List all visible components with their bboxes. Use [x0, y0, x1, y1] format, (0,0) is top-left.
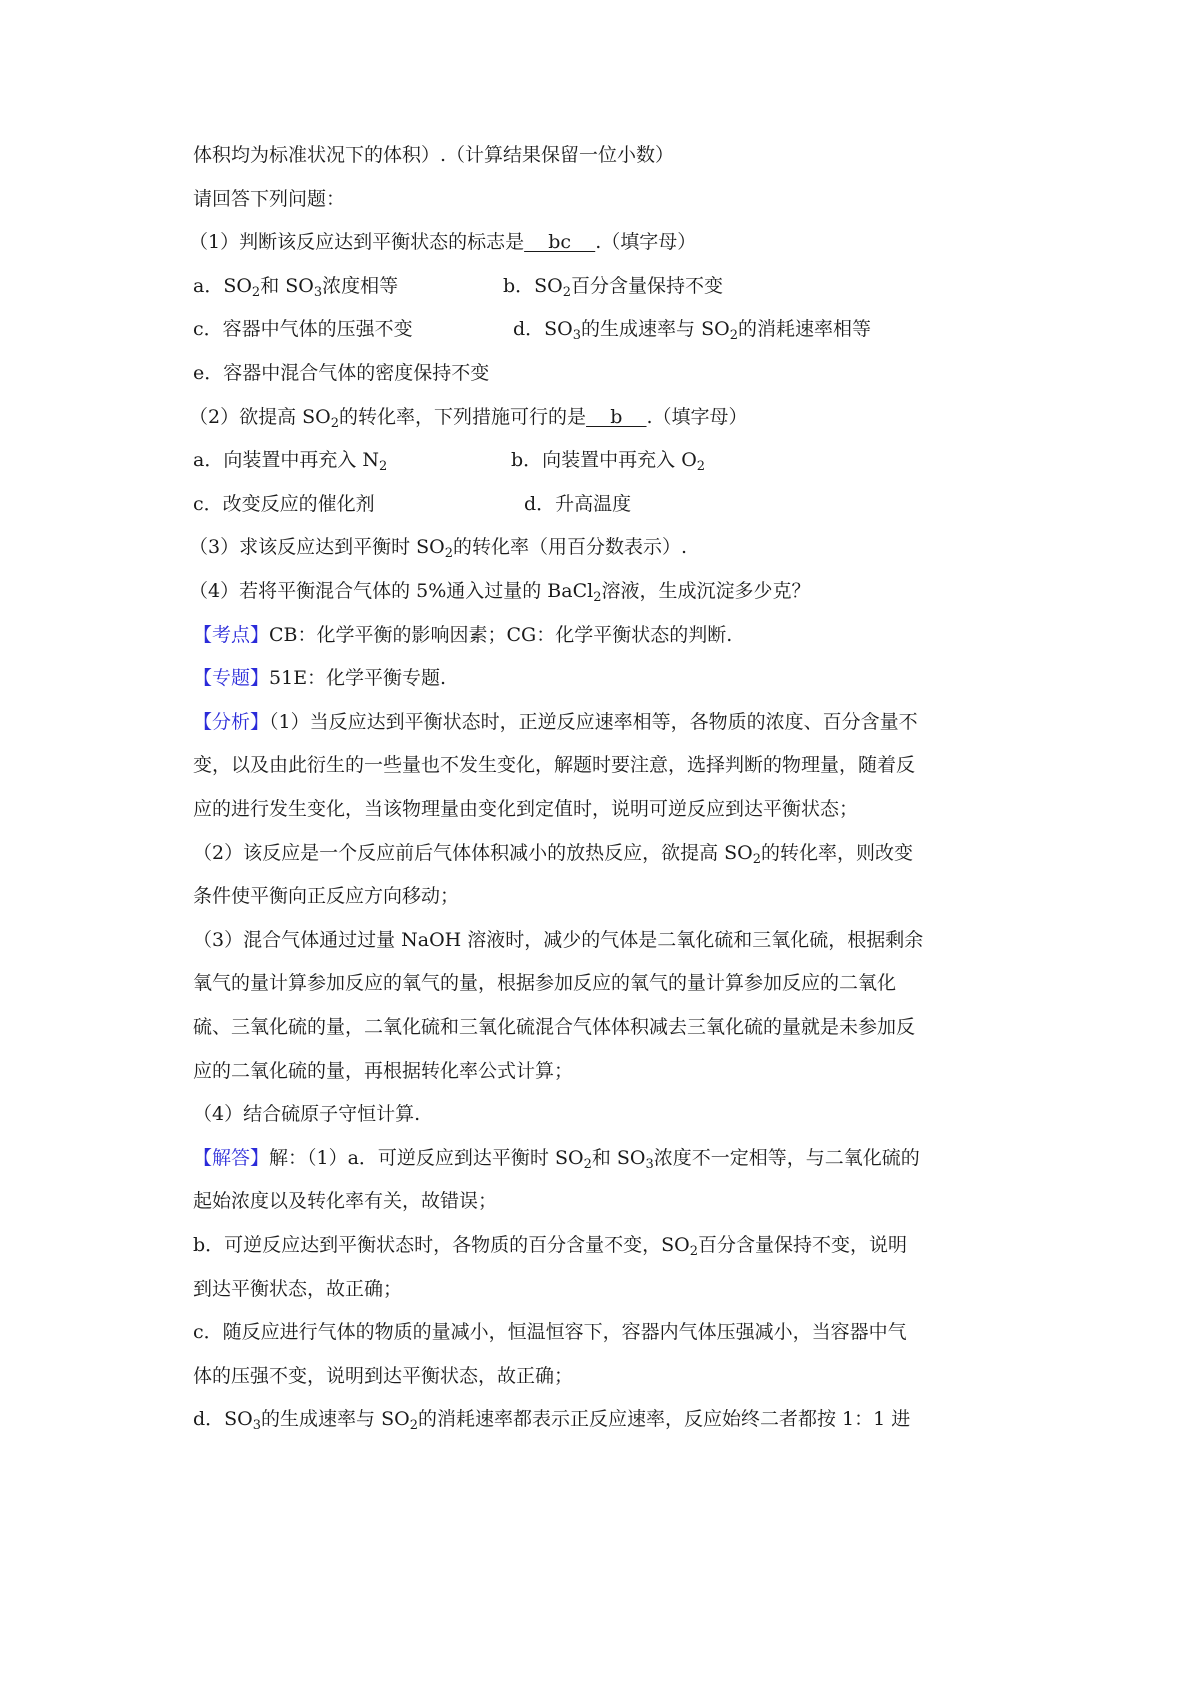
section-label: 【分析】 [193, 710, 270, 733]
text-line [189, 405, 748, 429]
text-run: 的转化率（用百分数表示）. [453, 536, 688, 559]
text-run: 硫、三氧化硫的量，二氧化硫和三氧化硫混合气体体积减去三氧化硫的量就是未参加反 [193, 1016, 916, 1038]
text-line [193, 1102, 420, 1126]
text-run: 的消耗速率相等 [737, 318, 871, 341]
text-run: .（填字母） [595, 231, 697, 254]
text-run: 浓度不一定相等，与二氧化硫的 [653, 1146, 920, 1169]
text-line [193, 1059, 573, 1083]
option-item [193, 448, 388, 475]
option-item [513, 317, 871, 344]
subscript: 2 [409, 1418, 418, 1434]
text-line [189, 535, 688, 562]
text-run: （3）求该反应达到平衡时 SO [189, 536, 445, 559]
section-label: 【解答】 [193, 1146, 270, 1169]
subscript: 3 [645, 1156, 654, 1172]
text-run: 请回答下列问题： [193, 187, 346, 210]
text-run: d．SO [193, 1408, 253, 1431]
text-line [193, 1015, 915, 1039]
subscript: 2 [729, 328, 738, 344]
option-item [503, 274, 723, 298]
text-run: 到达平衡状态，故正确； [193, 1277, 403, 1300]
text-run: （4）结合硫原子守恒计算. [193, 1103, 421, 1126]
text-run: b．向装置中再充入 O [511, 449, 697, 472]
text-line [193, 1320, 907, 1344]
text-run: 的生成速率与 SO [261, 1408, 410, 1431]
text-run: .（填字母） [646, 405, 748, 428]
option-item [193, 317, 413, 341]
text-line [193, 623, 732, 647]
text-line [193, 710, 918, 734]
text-run: 浓度相等 [322, 274, 399, 297]
text-line [193, 1146, 920, 1170]
text-line [193, 971, 896, 995]
subscript: 2 [251, 284, 261, 300]
text-run: 的生成速率与 SO [581, 318, 730, 341]
text-line [193, 1233, 907, 1257]
text-run: 起始浓度以及转化率有关，故错误； [193, 1190, 498, 1213]
subscript: 2 [593, 590, 602, 605]
text-run: 溶液，生成沉淀多少克？ [601, 580, 811, 602]
text-run: CB：化学平衡的影响因素；CG：化学平衡状态的判断. [269, 623, 733, 646]
text-run: 的转化率，下列措施可行的是 [339, 405, 587, 428]
text-run: （4）若将平衡混合气体的 5%通入过量的 BaCl [189, 580, 594, 602]
text-line [193, 797, 858, 821]
text-run: c．随反应进行气体的物质的量减小，恒温恒容下，容器内气体压强减小，当容器中气 [193, 1321, 907, 1344]
text-run: 变，以及由此衍生的一些量也不发生变化，解题时要注意，选择判断的物理量，随着反 [193, 754, 916, 777]
subscript: 2 [562, 284, 572, 300]
text-line [193, 841, 913, 865]
section-label: 【专题】 [193, 667, 270, 690]
text-run: 应的进行发生变化，当该物理量由变化到定值时，说明可逆反应到达平衡状态； [193, 798, 859, 820]
text-run: 51E：化学平衡专题. [269, 667, 447, 690]
text-run: b．SO [503, 274, 563, 297]
answer-blank: b [586, 405, 647, 428]
subscript: 2 [379, 459, 388, 475]
text-line [193, 143, 674, 167]
text-run: 氧气的量计算参加反应的氧气的量，根据参加反应的氧气的量计算参加反应的二氧化 [193, 972, 897, 995]
text-run: （1）判断该反应达到平衡状态的标志是 [189, 231, 525, 254]
text-run: 和 SO [591, 1146, 646, 1169]
text-run: （2）该反应是一个反应前后气体体积减小的放热反应，欲提高 SO [193, 841, 753, 864]
text-run: a．SO [193, 274, 252, 297]
text-run: （3）混合气体通过过量 NaOH 溶液时，减少的气体是二氧化硫和三氧化硫，根据剩余 [193, 928, 924, 951]
option-item [511, 448, 706, 475]
subscript: 2 [583, 1156, 592, 1172]
text-run: 和 SO [260, 274, 314, 297]
text-line [193, 1277, 402, 1301]
text-line [189, 230, 696, 254]
text-line [193, 1407, 911, 1434]
subscript: 2 [696, 459, 706, 475]
text-line [189, 579, 811, 603]
text-run: 的消耗速率都表示正反应速率，反应始终二者都按 1：1 进 [417, 1408, 911, 1431]
option-item [193, 274, 398, 298]
text-line [193, 187, 345, 211]
subscript: 2 [689, 1244, 699, 1259]
text-run: d．SO [513, 318, 573, 341]
text-run: 的转化率，则改变 [761, 841, 914, 864]
option-item [524, 492, 631, 516]
text-run: 解：（1）a．可逆反应到达平衡时 SO [269, 1146, 584, 1169]
text-run: 百分含量保持不变，说明 [698, 1234, 908, 1256]
text-run: 应的二氧化硫的量，再根据转化率公式计算； [193, 1059, 574, 1082]
text-line [193, 884, 459, 908]
text-run: 体积均为标准状况下的体积）.（计算结果保留一位小数） [193, 144, 675, 166]
text-run: a．向装置中再充入 N [193, 449, 379, 472]
text-line [193, 753, 915, 777]
text-run: （1）当反应达到平衡状态时，正逆反应速率相等，各物质的浓度、百分含量不 [269, 710, 918, 733]
option-item [193, 492, 375, 516]
text-run: 百分含量保持不变 [571, 274, 724, 297]
subscript: 2 [752, 851, 762, 867]
text-run: 体的压强不变，说明到达平衡状态，故正确； [193, 1364, 574, 1387]
section-label: 【考点】 [193, 623, 270, 646]
text-line [193, 1189, 497, 1213]
subscript: 3 [572, 328, 582, 344]
text-line [193, 361, 489, 385]
subscript: 3 [313, 284, 323, 300]
text-line [193, 1364, 573, 1388]
answer-blank: bc [524, 231, 596, 254]
text-run: （2）欲提高 SO [189, 405, 331, 428]
subscript: 2 [330, 415, 340, 431]
text-run: 条件使平衡向正反应方向移动； [193, 885, 460, 908]
text-run: c．改变反应的催化剂 [193, 492, 375, 515]
text-line [193, 666, 446, 690]
text-run: b．可逆反应达到平衡状态时，各物质的百分含量不变，SO [193, 1234, 690, 1256]
text-run: d．升高温度 [524, 492, 632, 515]
text-run: e．容器中混合气体的密度保持不变 [193, 362, 490, 384]
subscript: 3 [252, 1418, 262, 1434]
text-run: c．容器中气体的压强不变 [193, 318, 413, 341]
subscript: 2 [444, 546, 454, 562]
text-line [193, 928, 923, 952]
